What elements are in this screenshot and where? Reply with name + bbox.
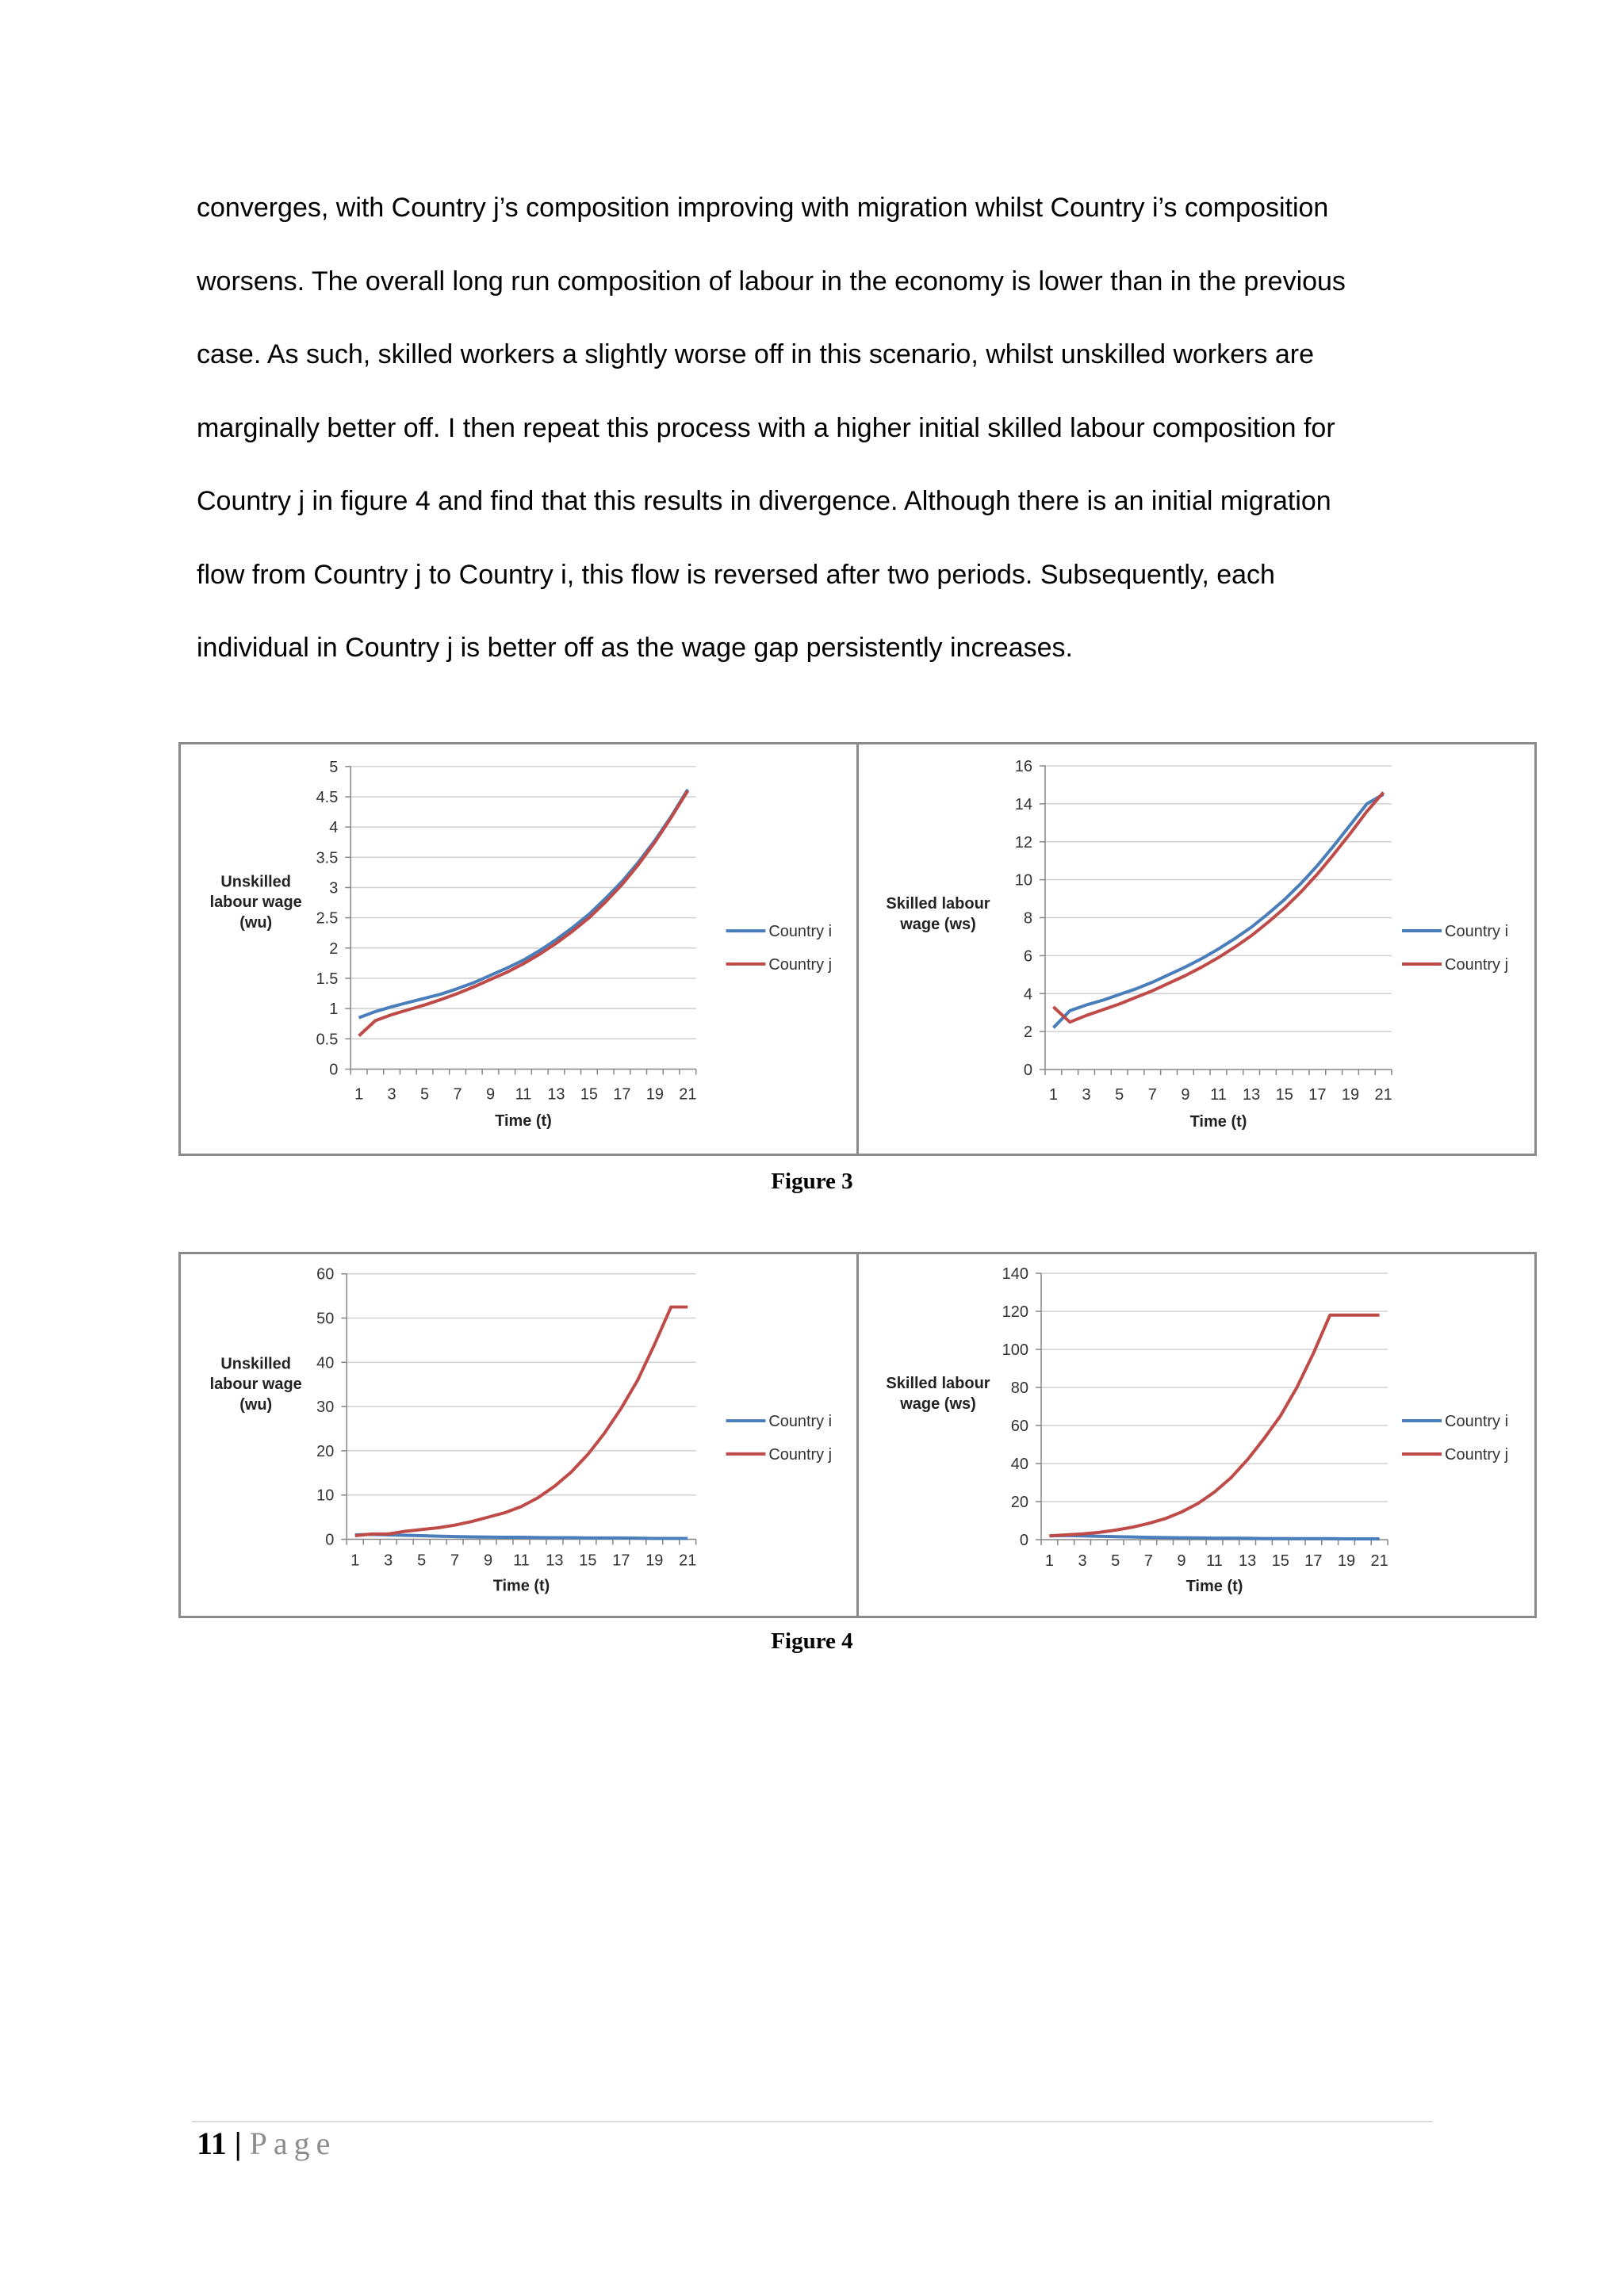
x-tick-label: 19 <box>645 1552 664 1570</box>
x-tick-label: 11 <box>1206 1552 1223 1570</box>
y-tick-label: 50 <box>316 1310 335 1328</box>
x-tick-label: 7 <box>1147 1086 1157 1104</box>
x-tick-label: 7 <box>453 1085 462 1104</box>
chart-skilled-wage-fig3 <box>859 744 1534 1154</box>
y-tick-label: 0 <box>325 1531 335 1549</box>
y-tick-label: 1.5 <box>316 970 339 988</box>
y-axis-label: labour wage <box>209 894 302 912</box>
x-tick-label: 13 <box>1242 1086 1261 1104</box>
y-tick-label: 2 <box>1023 1024 1032 1042</box>
x-tick-label: 19 <box>1337 1552 1356 1570</box>
y-tick-label: 12 <box>1014 833 1032 851</box>
x-tick-label: 19 <box>645 1085 664 1104</box>
y-tick-label: 8 <box>1023 909 1032 928</box>
y-axis-label: Skilled labour <box>886 895 990 913</box>
x-tick-label: 11 <box>1210 1086 1227 1104</box>
x-axis-label: Time (t) <box>1189 1113 1247 1131</box>
x-tick-label: 3 <box>384 1552 393 1570</box>
y-tick-label: 0.5 <box>316 1031 339 1049</box>
x-tick-label: 15 <box>1275 1086 1293 1104</box>
y-tick-label: 5 <box>329 758 339 776</box>
chart-panel-unskilled-fig3 <box>181 744 859 1154</box>
x-tick-label: 21 <box>1370 1552 1388 1570</box>
series-line-country-i <box>355 1534 688 1538</box>
y-tick-label: 2 <box>329 939 339 958</box>
chart-unskilled-wage-fig3 <box>181 744 856 1154</box>
x-tick-label: 7 <box>1143 1552 1153 1570</box>
y-tick-label: 10 <box>316 1487 335 1505</box>
y-tick-label: 4.5 <box>316 788 339 806</box>
y-tick-label: 40 <box>1010 1456 1028 1473</box>
x-axis-label: Time (t) <box>495 1112 552 1131</box>
legend-label: Country i <box>768 1413 833 1431</box>
chart-skilled-wage-fig4 <box>859 1254 1534 1616</box>
paragraph-line: flow from Country j to Country i, this flow is reversed after two periods. Subsequently, each <box>197 559 1275 590</box>
x-tick-label: 1 <box>354 1085 364 1104</box>
page-word: Page <box>249 2126 337 2161</box>
x-tick-label: 3 <box>1078 1552 1087 1570</box>
x-tick-label: 1 <box>1048 1086 1058 1104</box>
page-number: 11 <box>197 2126 227 2161</box>
y-tick-label: 120 <box>1002 1303 1028 1321</box>
y-axis-label: wage (ws) <box>900 1395 976 1413</box>
series-line-country-j <box>1053 793 1383 1023</box>
figure-3-caption: Figure 3 <box>771 1169 853 1194</box>
y-axis-label: wage (ws) <box>900 916 976 933</box>
y-axis-label: Skilled labour <box>886 1375 990 1392</box>
x-tick-label: 5 <box>417 1552 427 1570</box>
x-tick-label: 3 <box>1082 1086 1091 1104</box>
y-tick-label: 140 <box>1002 1265 1028 1283</box>
y-tick-label: 0 <box>1019 1532 1028 1549</box>
y-tick-label: 100 <box>1002 1341 1028 1359</box>
chart-panel-unskilled-fig4 <box>181 1254 859 1616</box>
chart-panel-skilled-fig3 <box>859 744 1534 1154</box>
x-tick-label: 7 <box>450 1552 460 1570</box>
figure-4-caption: Figure 4 <box>771 1628 853 1654</box>
y-axis-label: Unskilled <box>220 1355 291 1373</box>
y-tick-label: 14 <box>1014 795 1032 813</box>
x-tick-label: 13 <box>546 1552 564 1570</box>
y-axis-label: (wu) <box>239 1396 273 1414</box>
figure-4-frame <box>178 1252 1537 1618</box>
chart-unskilled-wage-fig4 <box>181 1254 856 1616</box>
y-tick-label: 3.5 <box>316 849 339 867</box>
x-tick-label: 5 <box>1115 1086 1124 1104</box>
paragraph-line: worsens. The overall long run composition of labour in the economy is lower than in the previous <box>197 266 1346 297</box>
y-tick-label: 60 <box>1010 1418 1028 1435</box>
x-tick-label: 9 <box>485 1085 496 1104</box>
x-tick-label: 15 <box>580 1085 599 1104</box>
legend-label: Country i <box>768 923 833 941</box>
x-tick-label: 15 <box>1271 1552 1289 1570</box>
x-tick-label: 21 <box>679 1552 697 1570</box>
x-tick-label: 15 <box>579 1552 597 1570</box>
y-axis-label: Unskilled <box>220 873 291 891</box>
figure-3-frame <box>178 742 1537 1156</box>
y-tick-label: 3 <box>329 879 339 897</box>
x-axis-label: Time (t) <box>1185 1578 1243 1595</box>
paragraph-line: marginally better off. I then repeat this process with a higher initial skilled labour composition for <box>197 412 1335 443</box>
x-tick-label: 21 <box>1374 1086 1392 1104</box>
y-tick-label: 2.5 <box>316 909 339 928</box>
series-line-country-i <box>359 790 688 1018</box>
footer-separator: | <box>234 2126 242 2161</box>
y-tick-label: 20 <box>1010 1494 1028 1511</box>
x-tick-label: 3 <box>387 1085 396 1104</box>
page-footer <box>197 2125 336 2162</box>
x-tick-label: 9 <box>1177 1552 1186 1570</box>
y-tick-label: 60 <box>316 1265 335 1284</box>
y-tick-label: 80 <box>1010 1380 1028 1397</box>
y-tick-label: 1 <box>329 1001 339 1019</box>
x-tick-label: 17 <box>1308 1086 1327 1104</box>
x-tick-label: 17 <box>613 1085 631 1104</box>
x-tick-label: 1 <box>1044 1552 1054 1570</box>
x-tick-label: 21 <box>679 1085 697 1104</box>
y-tick-label: 10 <box>1014 871 1032 890</box>
x-tick-label: 5 <box>1111 1552 1120 1570</box>
y-tick-label: 4 <box>1023 985 1032 1004</box>
x-axis-label: Time (t) <box>492 1577 550 1595</box>
y-tick-label: 20 <box>316 1442 335 1460</box>
legend-label: Country j <box>768 955 833 974</box>
x-tick-label: 1 <box>350 1552 360 1570</box>
legend-label: Country i <box>1445 1413 1509 1430</box>
x-tick-label: 5 <box>420 1085 430 1104</box>
y-tick-label: 30 <box>316 1399 335 1417</box>
series-line-country-i <box>1049 1536 1379 1539</box>
x-tick-label: 11 <box>515 1085 532 1104</box>
x-tick-label: 13 <box>547 1085 565 1104</box>
x-tick-label: 9 <box>484 1552 493 1570</box>
y-tick-label: 4 <box>329 819 339 837</box>
x-tick-label: 11 <box>513 1552 530 1570</box>
legend-label: Country j <box>1445 956 1509 974</box>
legend-label: Country j <box>1445 1446 1509 1464</box>
x-tick-label: 17 <box>612 1552 630 1570</box>
series-line-country-j <box>355 1307 688 1536</box>
paragraph-line: case. As such, skilled workers a slightly worse off in this scenario, whilst unskilled workers are <box>197 339 1315 369</box>
paragraph-line: individual in Country j is better off as the wage gap persistently increases. <box>197 633 1073 663</box>
y-tick-label: 0 <box>329 1061 339 1079</box>
series-line-country-i <box>1053 794 1383 1027</box>
paragraph-line: converges, with Country j’s composition improving with migration whilst Country i’s composition <box>197 193 1329 223</box>
x-tick-label: 19 <box>1341 1086 1360 1104</box>
legend-label: Country j <box>768 1445 833 1464</box>
y-tick-label: 6 <box>1023 947 1032 966</box>
paragraph-line: Country j in figure 4 and find that this results in divergence. Although there is an initial migration <box>197 486 1331 516</box>
legend-label: Country i <box>1445 923 1509 940</box>
chart-panel-skilled-fig4 <box>859 1254 1534 1616</box>
x-tick-label: 9 <box>1181 1086 1190 1104</box>
y-axis-label: labour wage <box>209 1376 302 1394</box>
y-tick-label: 40 <box>316 1354 335 1372</box>
x-tick-label: 13 <box>1238 1552 1257 1570</box>
footer-divider <box>192 2121 1433 2122</box>
y-tick-label: 0 <box>1023 1062 1032 1079</box>
body-paragraph <box>197 187 1434 701</box>
y-axis-label: (wu) <box>239 914 273 932</box>
y-tick-label: 16 <box>1014 758 1032 775</box>
x-tick-label: 17 <box>1304 1552 1323 1570</box>
